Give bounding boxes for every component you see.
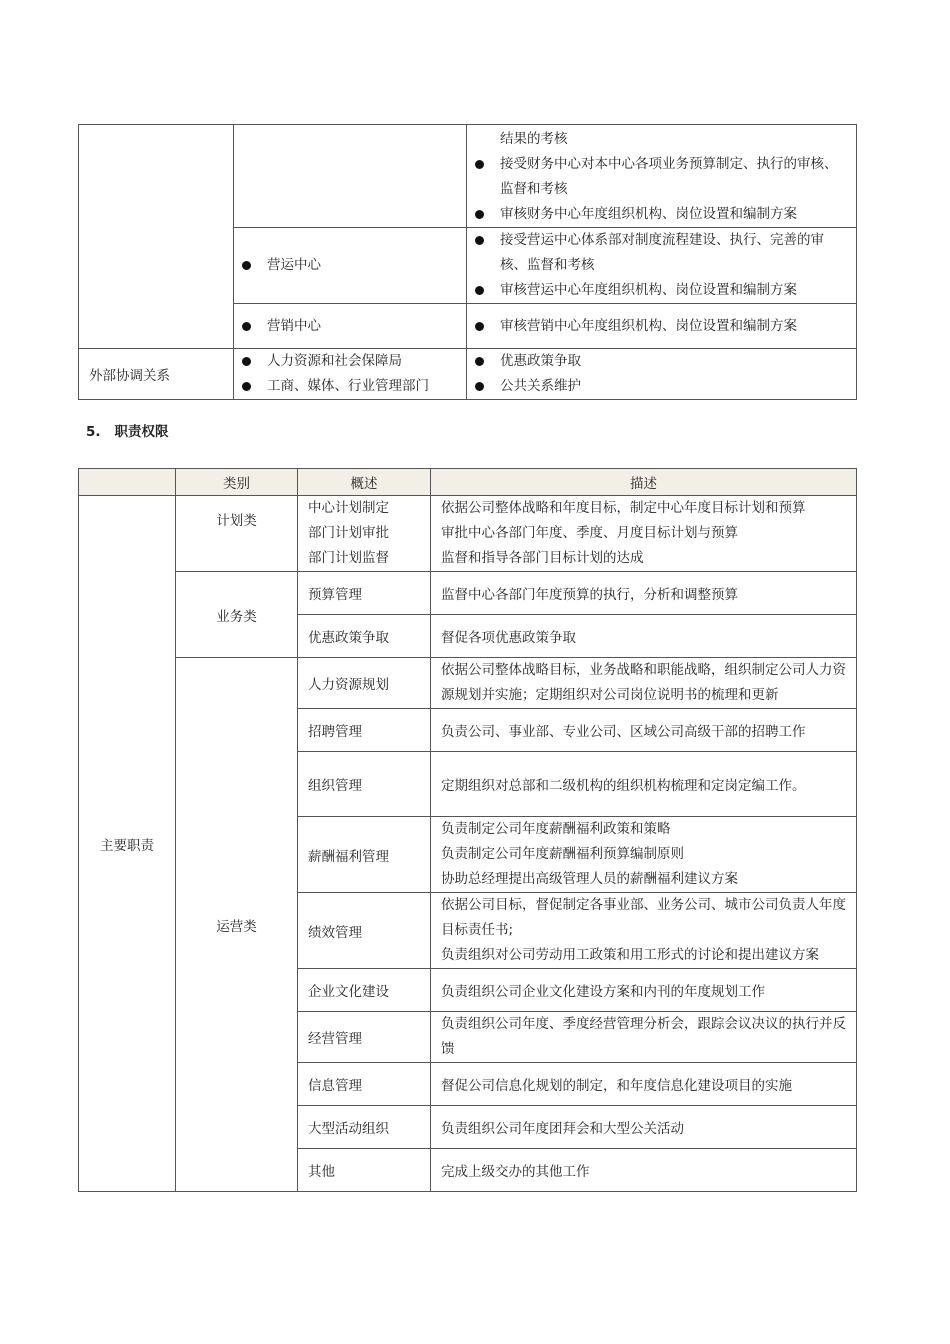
category-cell	[176, 496, 298, 572]
continuation-text: 结果的考核	[500, 131, 568, 147]
description-cell: 负责组织公司企业文化建设方案和内刊的年度规划工作	[431, 969, 857, 1012]
category-cell: 业务类	[176, 572, 298, 658]
relation-content-cell	[467, 125, 857, 228]
bullet-text: 优惠政策争取	[500, 353, 581, 369]
header-cell	[79, 469, 176, 496]
summary-cell: 优惠政策争取	[298, 615, 431, 658]
relation-type-cell	[79, 125, 234, 349]
bullet-item	[467, 314, 856, 339]
bullet-item	[467, 228, 856, 278]
bullet-item	[234, 374, 466, 399]
relations-table	[78, 124, 857, 400]
description-line: 负责制定公司年度薪酬福利政策和策略	[441, 821, 671, 837]
category-label: 计划类	[216, 513, 257, 529]
relation-party-cell	[234, 228, 467, 304]
relation-party-cell	[234, 304, 467, 349]
description-cell	[431, 893, 857, 969]
relation-party-cell	[234, 125, 467, 228]
bullet-text: 审核营销中心年度组织机构、岗位设置和编制方案	[500, 317, 797, 334]
description-cell: 完成上级交办的其他工作	[431, 1149, 857, 1192]
bullet-text: 审核财务中心年度组织机构、岗位设置和编制方案	[500, 206, 797, 222]
description-line: 协助总经理提出高级管理人员的薪酬福利建议方案	[441, 871, 738, 887]
summary-cell: 经营管理	[298, 1012, 431, 1063]
table-row	[79, 125, 857, 228]
bullet-text: 人力资源和社会保障局	[267, 353, 402, 369]
description-line: 依据公司目标，督促制定各事业部、业务公司、城市公司负责人年度目标责任书;	[441, 897, 846, 938]
bullet-icon	[242, 261, 251, 270]
category-cell: 运营类	[176, 658, 298, 1192]
relation-party-cell	[234, 349, 467, 400]
bullet-item	[467, 374, 856, 399]
summary-cell: 大型活动组织	[298, 1106, 431, 1149]
bullet-item	[467, 278, 856, 303]
section-number: 5.	[86, 424, 101, 440]
summary-line: 中心计划制定	[308, 500, 389, 516]
bullet-icon	[475, 160, 484, 169]
bullet-icon	[242, 357, 251, 366]
header-cell: 描述	[431, 469, 857, 496]
section-title: 职责权限	[114, 424, 169, 440]
bullet-text: 审核营运中心年度组织机构、岗位设置和编制方案	[500, 282, 797, 298]
description-cell: 监督中心各部门年度预算的执行，分析和调整预算	[431, 572, 857, 615]
bullet-item	[467, 202, 856, 227]
bullet-icon	[475, 236, 484, 245]
main-responsibility-label: 主要职责	[79, 496, 176, 1192]
bullet-item	[467, 152, 856, 202]
header-cell: 概述	[298, 469, 431, 496]
description-line: 审批中心各部门年度、季度、月度目标计划与预算	[441, 525, 738, 541]
bullet-text: 接受财务中心对本中心各项业务预算制定、执行的审核、监督和考核	[500, 156, 838, 197]
summary-line: 部门计划监督	[308, 550, 389, 566]
bullet-text: 接受营运中心体系部对制度流程建设、执行、完善的审核、监督和考核	[500, 232, 824, 273]
header-cell: 类别	[176, 469, 298, 496]
bullet-text: 营运中心	[267, 257, 321, 273]
bullet-icon	[475, 382, 484, 391]
description-line: 负责制定公司年度薪酬福利预算编制原则	[441, 846, 684, 862]
table-row	[79, 572, 857, 615]
summary-cell: 其他	[298, 1149, 431, 1192]
bullet-icon	[475, 286, 484, 295]
relation-content-cell	[467, 228, 857, 304]
summary-cell	[298, 496, 431, 572]
summary-cell: 信息管理	[298, 1063, 431, 1106]
description-line: 依据公司整体战略目标，业务战略和职能战略，组织制定公司人力资源规划并实施；定期组织对公司岗位说明书的梳理和更新	[441, 662, 846, 703]
bullet-text: 营销中心	[267, 317, 321, 334]
bullet-item	[467, 349, 856, 374]
description-cell: 定期组织对总部和二级机构的组织机构梳理和定岗定编工作。	[431, 752, 857, 817]
description-line: 监督和指导各部门目标计划的达成	[441, 550, 644, 566]
summary-cell: 预算管理	[298, 572, 431, 615]
description-cell	[431, 658, 857, 709]
description-cell	[431, 496, 857, 572]
summary-line: 部门计划审批	[308, 525, 389, 541]
description-line: 依据公司整体战略和年度目标，制定中心年度目标计划和预算	[441, 500, 806, 516]
table-row	[79, 349, 857, 400]
description-cell: 负责公司、事业部、专业公司、区域公司高级干部的招聘工作	[431, 709, 857, 752]
section-heading	[86, 420, 183, 440]
bullet-item	[234, 349, 466, 374]
description-line: 负责组织公司年度、季度经营管理分析会，跟踪会议决议的执行并反馈	[441, 1016, 846, 1057]
relation-content-cell	[467, 349, 857, 400]
summary-cell: 人力资源规划	[298, 658, 431, 709]
description-line: 负责组织对公司劳动用工政策和用工形式的讨论和提出建议方案	[441, 947, 819, 963]
summary-cell: 组织管理	[298, 752, 431, 817]
bullet-item	[234, 314, 466, 339]
bullet-item	[234, 253, 466, 278]
table-header-row	[79, 469, 857, 496]
responsibilities-table	[78, 468, 857, 1192]
summary-cell: 招聘管理	[298, 709, 431, 752]
table-row	[79, 496, 857, 572]
bullet-text: 工商、媒体、行业管理部门	[267, 378, 429, 394]
summary-cell: 薪酬福利管理	[298, 817, 431, 893]
bullet-icon	[475, 357, 484, 366]
bullet-icon	[242, 382, 251, 391]
table-row	[79, 658, 857, 709]
description-cell: 督促各项优惠政策争取	[431, 615, 857, 658]
summary-cell: 企业文化建设	[298, 969, 431, 1012]
bullet-icon	[475, 322, 484, 331]
summary-cell: 绩效管理	[298, 893, 431, 969]
description-cell	[431, 817, 857, 893]
description-cell	[431, 1012, 857, 1063]
bullet-icon	[242, 322, 251, 331]
bullet-text: 公共关系维护	[500, 378, 581, 394]
description-cell: 督促公司信息化规划的制定，和年度信息化建设项目的实施	[431, 1063, 857, 1106]
bullet-icon	[475, 210, 484, 219]
relation-content-cell	[467, 304, 857, 349]
relation-type-cell: 外部协调关系	[79, 349, 234, 400]
description-cell: 负责组织公司年度团拜会和大型公关活动	[431, 1106, 857, 1149]
